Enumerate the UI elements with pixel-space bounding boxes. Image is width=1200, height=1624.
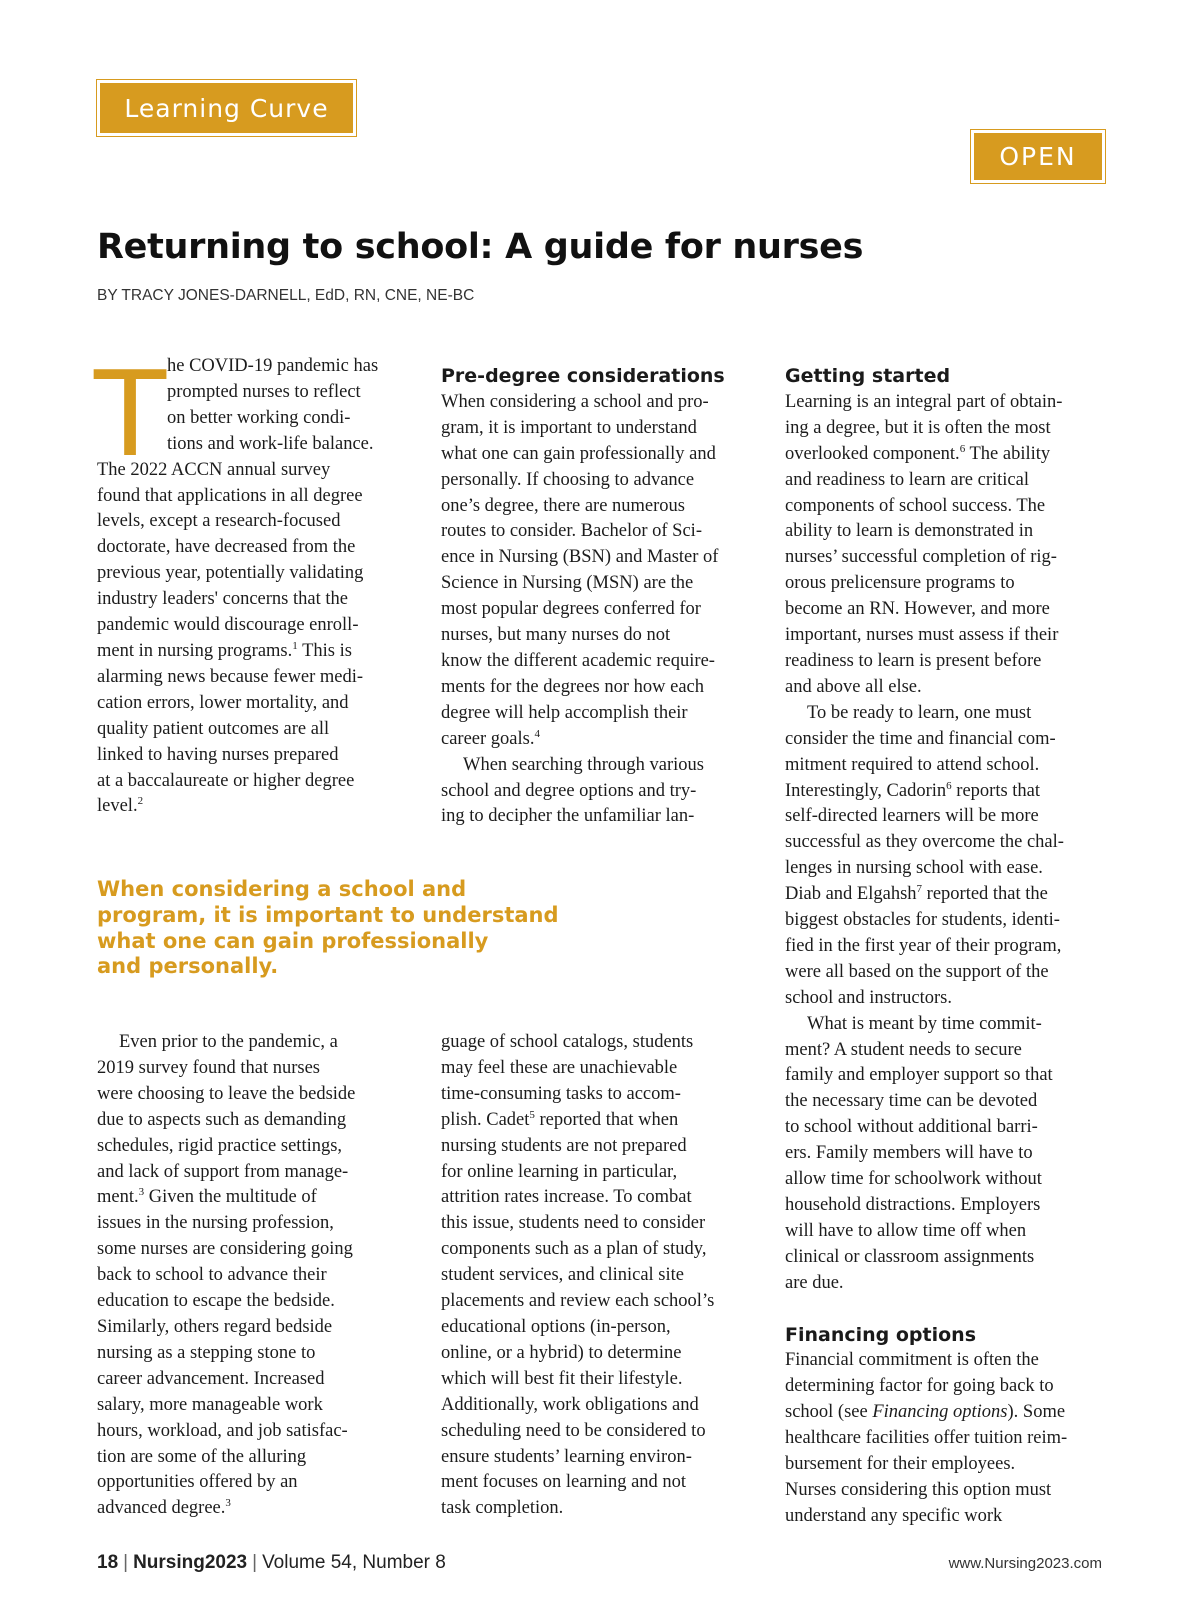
text-line: he COVID-19 pandemic has	[167, 356, 379, 376]
text-line: due to aspects such as demanding	[97, 1109, 347, 1130]
text-line: prompted nurses to reflect	[167, 381, 361, 402]
text-line: scheduling need to be considered to	[441, 1420, 706, 1441]
text-line: nurses’ successful completion of rig-	[785, 547, 1057, 568]
text-line: quality patient outcomes are all	[97, 718, 330, 739]
text-line: successful as they overcome the chal-	[785, 832, 1064, 853]
text-line: mitment required to attend school.	[785, 754, 1040, 775]
text-fragment: reported that the	[926, 884, 1048, 905]
text-line: personally. If choosing to advance	[441, 469, 695, 490]
text-line: ability to learn is demonstrated in	[785, 521, 1034, 542]
citation-ref: 6	[946, 779, 952, 792]
pull-quote-line: and personally.	[97, 954, 279, 979]
text-line: determining factor for going back to	[785, 1376, 1054, 1397]
text-line: on better working condi-	[167, 407, 351, 428]
text-line	[785, 779, 1105, 805]
section-heading: Getting started	[785, 365, 951, 387]
section-heading: Pre-degree considerations	[441, 365, 725, 387]
text-line: fied in the first year of their program,	[785, 935, 1062, 956]
text-line: time-consuming tasks to accom-	[441, 1083, 681, 1104]
text-line: Similarly, others regard bedside	[97, 1316, 333, 1337]
text-line: understand any specific work	[785, 1505, 1003, 1526]
website-url: www.Nursing2023.com	[948, 1555, 1102, 1572]
text-line: ment? A student needs to secure	[785, 1039, 1022, 1060]
text-line: doctorate, have decreased from the	[97, 537, 356, 558]
journal-name: Nursing2023	[133, 1552, 248, 1573]
text-line: which will best fit their lifestyle.	[441, 1368, 683, 1389]
citation-ref: 3	[225, 1497, 231, 1510]
text-line: The 2022 ACCN annual survey	[97, 459, 331, 480]
text-fragment: Given the multitude of	[148, 1187, 317, 1208]
text-fragment: ment in nursing programs.	[97, 640, 293, 661]
text-line: components of school success. The	[785, 495, 1046, 516]
text-line: Financial commitment is often the	[785, 1350, 1039, 1371]
text-line: educational options (in-person,	[441, 1316, 671, 1337]
text-line: consider the time and financial com-	[785, 728, 1056, 749]
text-line: Science in Nursing (MSN) are the	[441, 573, 694, 594]
text-line: biggest obstacles for students, identi-	[785, 910, 1060, 931]
article-title: Returning to school: A guide for nurses	[97, 227, 864, 267]
text-fragment: school (see	[785, 1402, 868, 1423]
text-line: alarming news because fewer medi-	[97, 666, 364, 687]
text-line: and above all else.	[785, 676, 922, 697]
text-line: When searching through various	[463, 754, 704, 775]
text-fragment: The ability	[969, 443, 1051, 464]
text-line: clinical or classroom assignments	[785, 1246, 1035, 1267]
column-1-top	[97, 354, 417, 820]
page-footer: 18 | Nursing2023 | Volume 54, Number 8	[97, 1552, 446, 1573]
text-line: attrition rates increase. To combat	[441, 1187, 692, 1208]
text-line: and lack of support from manage-	[97, 1161, 349, 1182]
text-line: tions and work-life balance.	[167, 433, 374, 454]
column-3	[785, 364, 1105, 1530]
text-line: career advancement. Increased	[97, 1368, 325, 1389]
citation-ref: 5	[529, 1108, 535, 1121]
text-line	[785, 442, 1105, 468]
text-line: healthcare facilities offer tuition reim-	[785, 1428, 1068, 1449]
text-line: family and employer support so that	[785, 1065, 1053, 1086]
text-line: tion are some of the alluring	[97, 1446, 307, 1467]
text-line: student services, and clinical site	[441, 1265, 684, 1286]
text-line	[441, 1108, 761, 1134]
text-line: important, nurses must assess if their	[785, 625, 1059, 646]
text-line: ment focuses on learning and not	[441, 1472, 687, 1493]
text-line: Additionally, work obligations and	[441, 1394, 699, 1415]
citation-ref: 1	[292, 639, 298, 652]
text-line	[97, 1185, 417, 1211]
text-line	[785, 882, 1105, 908]
text-line: become an RN. However, and more	[785, 599, 1050, 620]
text-line	[97, 1496, 417, 1522]
text-line: salary, more manageable work	[97, 1394, 323, 1415]
page-number: 18	[97, 1552, 119, 1573]
text-line: were choosing to leave the bedside	[97, 1083, 356, 1104]
text-line: know the different academic require-	[441, 650, 715, 671]
text-line: Even prior to the pandemic, a	[119, 1032, 338, 1052]
text-line: found that applications in all degree	[97, 485, 363, 506]
text-line: hours, workload, and job satisfac-	[97, 1420, 348, 1441]
text-line: most popular degrees conferred for	[441, 599, 701, 620]
text-line: guage of school catalogs, students	[441, 1032, 694, 1052]
text-line: one’s degree, there are numerous	[441, 495, 685, 516]
text-line: ing to decipher the unfamiliar lan-	[441, 806, 695, 827]
text-line: previous year, potentially validating	[97, 563, 364, 584]
text-line: readiness to learn is present before	[785, 650, 1042, 671]
text-line: may feel these are unachievable	[441, 1057, 678, 1078]
text-line	[97, 794, 417, 820]
section-heading: Financing options	[785, 1323, 977, 1346]
text-line: pandemic would discourage enroll-	[97, 615, 359, 636]
text-line: and readiness to learn are critical	[785, 469, 1029, 490]
pull-quote	[97, 877, 559, 980]
pull-quote-line: When considering a school and	[97, 877, 467, 901]
column-2-bottom	[441, 1030, 761, 1522]
text-line: ing a degree, but it is often the most	[785, 417, 1051, 438]
text-fragment: career goals.	[441, 728, 535, 749]
text-line: allow time for schoolwork without	[785, 1169, 1042, 1190]
text-line: degree will help accomplish their	[441, 702, 688, 723]
text-fragment: overlooked component.	[785, 443, 960, 464]
text-fragment: reports that	[956, 780, 1041, 801]
text-line: task completion.	[441, 1498, 564, 1519]
text-fragment: plish. Cadet	[441, 1109, 530, 1130]
text-line: levels, except a research-focused	[97, 511, 341, 532]
text-line: the necessary time can be devoted	[785, 1091, 1038, 1112]
text-fragment: ). Some	[1007, 1402, 1066, 1423]
text-line: at a baccalaureate or higher degree	[97, 770, 355, 791]
text-line: issues in the nursing profession,	[97, 1213, 334, 1234]
text-line: to school without additional barri-	[785, 1117, 1038, 1138]
text-line: school and degree options and try-	[441, 780, 697, 801]
citation-ref: 7	[916, 883, 923, 896]
text-line: for online learning in particular,	[441, 1161, 678, 1182]
pull-quote-line: program, it is important to understand	[97, 902, 559, 927]
text-line: what one can gain professionally and	[441, 443, 716, 464]
pull-quote-line: what one can gain professionally	[97, 928, 489, 953]
citation-ref: 4	[534, 727, 540, 740]
text-line: some nurses are considering going	[97, 1239, 353, 1260]
text-line: ence in Nursing (BSN) and Master of	[441, 547, 719, 568]
text-line: nursing students are not prepared	[441, 1135, 687, 1156]
text-line: back to school to advance their	[97, 1265, 327, 1286]
text-line: nurses, but many nurses do not	[441, 625, 671, 646]
byline: BY TRACY JONES-DARNELL, EdD, RN, CNE, NE-BC	[97, 287, 475, 304]
column-1-bottom	[97, 1030, 417, 1522]
text-line: were all based on the support of the	[785, 961, 1049, 982]
text-fragment: Interestingly, Cadorin	[785, 780, 947, 801]
text-fragment: advanced degree.	[97, 1498, 226, 1519]
text-line: To be ready to learn, one must	[807, 702, 1032, 723]
text-line: When considering a school and pro-	[441, 391, 709, 412]
text-line: linked to having nurses prepared	[97, 744, 339, 765]
open-access-tag: OPEN	[974, 133, 1102, 180]
citation-ref: 3	[138, 1186, 145, 1199]
text-line: household distractions. Employers	[785, 1195, 1041, 1215]
text-line: 2019 survey found that nurses	[97, 1057, 320, 1078]
text-line: industry leaders' concerns that the	[97, 589, 348, 610]
citation-ref: 6	[959, 442, 966, 455]
text-fragment: reported that when	[539, 1109, 679, 1130]
text-line: school and instructors.	[785, 987, 952, 1008]
text-fragment: ment.	[97, 1187, 139, 1208]
text-line: self-directed learners will be more	[785, 806, 1039, 827]
drop-cap: T	[94, 345, 167, 483]
text-line: routes to consider. Bachelor of Sci-	[441, 521, 702, 542]
text-line: What is meant by time commit-	[807, 1013, 1042, 1034]
citation-ref: 2	[137, 795, 144, 808]
issue-info: Volume 54, Number 8	[262, 1552, 446, 1573]
text-line: Learning is an integral part of obtain-	[785, 391, 1063, 412]
text-line: bursement for their employees.	[785, 1454, 1016, 1475]
text-line	[97, 639, 417, 665]
text-line: gram, it is important to understand	[441, 417, 697, 438]
text-line: will have to allow time off when	[785, 1220, 1027, 1241]
text-line: schedules, rigid practice settings,	[97, 1135, 343, 1156]
text-line: online, or a hybrid) to determine	[441, 1342, 682, 1363]
text-line: ers. Family members will have to	[785, 1143, 1033, 1164]
text-line: nursing as a stepping stone to	[97, 1342, 316, 1363]
cross-reference: Financing options	[872, 1402, 1008, 1423]
text-line: are due.	[785, 1272, 844, 1293]
text-line: this issue, students need to consider	[441, 1213, 706, 1234]
column-2-top	[441, 364, 761, 830]
section-tag: Learning Curve	[100, 83, 353, 133]
text-line: placements and review each school’s	[441, 1291, 715, 1312]
text-line	[441, 727, 761, 753]
text-line: opportunities offered by an	[97, 1472, 298, 1493]
text-line: education to escape the bedside.	[97, 1291, 335, 1312]
text-line: orous prelicensure programs to	[785, 573, 1015, 594]
text-fragment: This is	[302, 640, 352, 661]
text-line: ments for the degrees nor how each	[441, 676, 705, 697]
text-line: cation errors, lower mortality, and	[97, 692, 349, 713]
text-line: Nurses considering this option must	[785, 1479, 1052, 1500]
text-line: components such as a plan of study,	[441, 1239, 707, 1260]
text-fragment: Diab and Elgahsh	[785, 884, 917, 905]
text-line: ensure students’ learning environ-	[441, 1446, 692, 1467]
spacer	[785, 1297, 1105, 1323]
text-line: lenges in nursing school with ease.	[785, 858, 1043, 879]
text-fragment: level.	[97, 796, 138, 817]
text-line	[785, 1400, 1105, 1426]
